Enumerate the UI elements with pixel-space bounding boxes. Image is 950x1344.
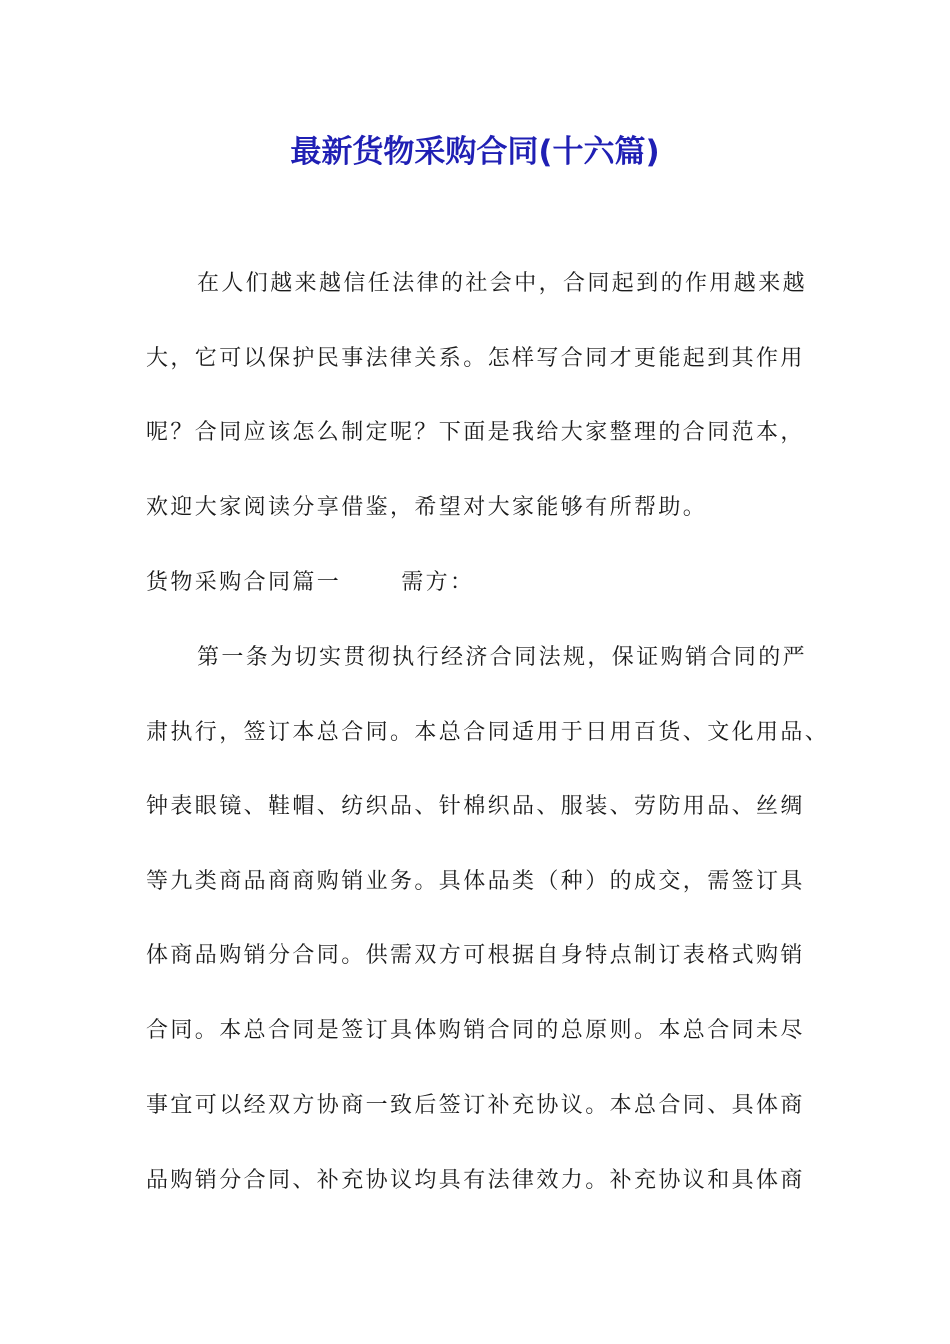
article-line: 合同。本总合同是签订具体购销合同的总原则。本总合同未尽 xyxy=(146,1018,805,1043)
article-line: 第一条为切实贯彻执行经济合同法规，保证购销合同的严 xyxy=(197,645,808,670)
article-line: 品购销分合同、补充协议均具有法律效力。补充协议和具体商 xyxy=(146,1168,805,1193)
article-line: 肃执行，签订本总合同。本总合同适用于日用百货、文化用品、 xyxy=(146,720,830,745)
article-line: 等九类商品商商购销业务。具体品类（种）的成交，需签订具 xyxy=(146,869,805,894)
section-heading-row xyxy=(146,567,474,599)
article-line: 钟表眼镜、鞋帽、纺织品、针棉织品、服装、劳防用品、丝绸 xyxy=(146,794,805,819)
document-title: 最新货物采购合同(十六篇) xyxy=(290,134,660,170)
article-line: 体商品购销分合同。供需双方可根据自身特点制订表格式购销 xyxy=(146,943,805,968)
section-party: 需方： xyxy=(401,570,475,595)
intro-line: 大，它可以保护民事法律关系。怎样写合同才更能起到其作用 xyxy=(146,346,805,371)
intro-line: 在人们越来越信任法律的社会中，合同起到的作用越来越 xyxy=(197,271,808,296)
article-line: 事宜可以经双方协商一致后签订补充协议。本总合同、具体商 xyxy=(146,1093,805,1118)
intro-line: 呢？合同应该怎么制定呢？下面是我给大家整理的合同范本， xyxy=(146,420,805,445)
intro-line: 欢迎大家阅读分享借鉴，希望对大家能够有所帮助。 xyxy=(146,495,708,520)
section-heading: 货物采购合同篇一 xyxy=(146,570,342,595)
